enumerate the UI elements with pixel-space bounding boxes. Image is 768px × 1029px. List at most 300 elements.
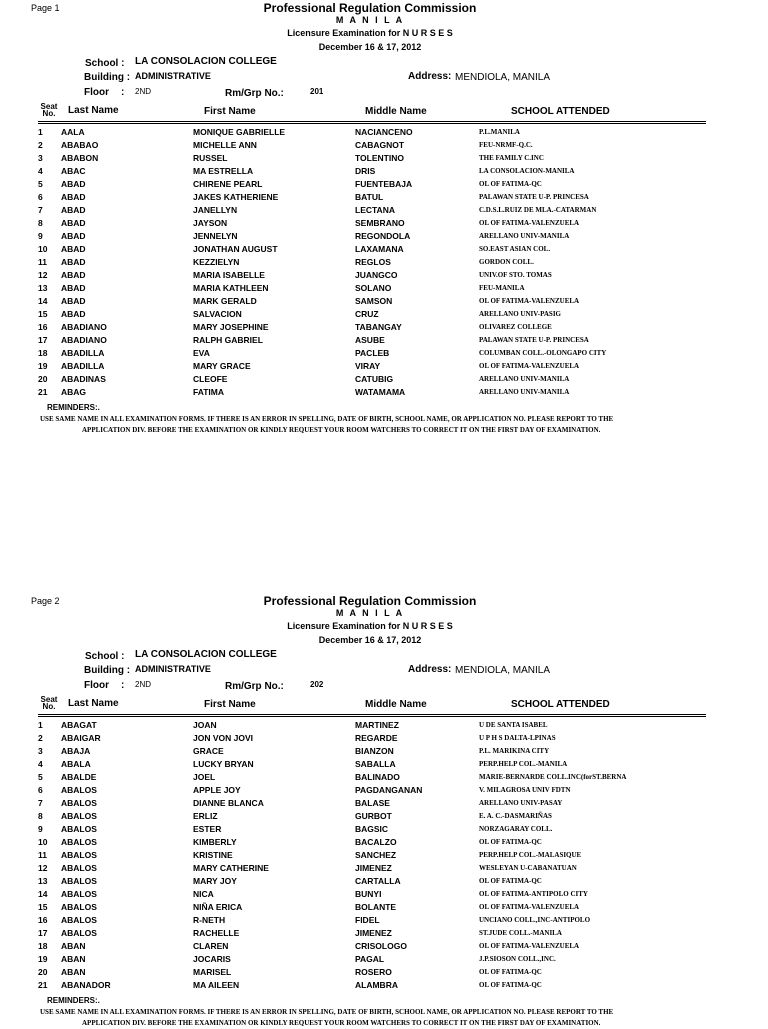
school-attended: OL OF FATIMA-VALENZUELA [479, 942, 580, 950]
table-row [0, 915, 768, 928]
middle-name: BIANZON [355, 746, 394, 756]
table-row [0, 348, 768, 361]
building-value: ADMINISTRATIVE [135, 664, 211, 674]
last-name: ABAD [61, 309, 86, 319]
seat-number: 9 [38, 824, 43, 834]
middle-name: PAGAL [355, 954, 385, 964]
seat-number: 14 [38, 889, 48, 899]
first-name: ESTER [193, 824, 222, 834]
first-name: JOAN [193, 720, 217, 730]
middle-name: SABALLA [355, 759, 396, 769]
header-rule-bottom [38, 123, 706, 124]
seat-header [38, 696, 60, 710]
col-first-name: First Name [204, 699, 256, 710]
last-name: ABALOS [61, 889, 97, 899]
last-name: ABALA [61, 759, 91, 769]
table-row [0, 928, 768, 941]
building-label: Building : [84, 665, 131, 676]
school-attended: COLUMBAN COLL.-OLONGAPO CITY [479, 349, 607, 357]
last-name: ABALOS [61, 928, 97, 938]
middle-name: CABAGNOT [355, 140, 405, 150]
school-attended: PALAWAN STATE U-P. PRINCESA [479, 193, 589, 201]
last-name: AALA [61, 127, 85, 137]
school-attended: SO.EAST ASIAN COL. [479, 245, 551, 253]
school-attended: PERP.HELP COL.-MALASIQUE [479, 851, 582, 859]
last-name: ABALOS [61, 863, 97, 873]
school-attended: FEU-NRMF-Q.C. [479, 141, 533, 149]
seat-number: 17 [38, 928, 48, 938]
seat-number: 15 [38, 902, 48, 912]
middle-name: SEMBRANO [355, 218, 405, 228]
header-rule-bottom [38, 716, 706, 717]
first-name: CLEOFE [193, 374, 228, 384]
seat-number: 18 [38, 348, 48, 358]
first-name: MARY GRACE [193, 361, 251, 371]
reminder-line-1: USE SAME NAME IN ALL EXAMINATION FORMS. IF THERE IS AN ERROR IN SPELLING, DATE OF BIRTH, SCHOOL NAME, OR APPLICATION NO. PLEASE REPORT TO THE [40, 415, 614, 423]
table-row [0, 850, 768, 863]
last-name: ABALOS [61, 876, 97, 886]
first-name: MARIA KATHLEEN [193, 283, 269, 293]
table-row [0, 244, 768, 257]
seat-number: 3 [38, 153, 43, 163]
middle-name: VIRAY [355, 361, 381, 371]
last-name: ABAJA [61, 746, 91, 756]
page-number: Page 2 [31, 596, 60, 606]
table-row [0, 309, 768, 322]
last-name: ABAD [61, 205, 86, 215]
school-attended: C.D.S.L.RUIZ DE MLA.-CATARMAN [479, 206, 597, 214]
last-name: ABADILLA [61, 348, 105, 358]
first-name: KEZZIELYN [193, 257, 240, 267]
seat-number: 8 [38, 811, 43, 821]
last-name: ABALOS [61, 915, 97, 925]
table-row [0, 772, 768, 785]
first-name: JAKES KATHERIENE [193, 192, 279, 202]
table-row [0, 785, 768, 798]
table-row [0, 205, 768, 218]
seat-header-line2: No. [42, 702, 56, 711]
header-rule-top [38, 121, 706, 122]
middle-name: CRUZ [355, 309, 379, 319]
middle-name: LECTANA [355, 205, 395, 215]
middle-name: BACALZO [355, 837, 397, 847]
school-attended: GORDON COLL. [479, 258, 534, 266]
school-attended: PALAWAN STATE U-P. PRINCESA [479, 336, 589, 344]
middle-name: ROSERO [355, 967, 392, 977]
seat-number: 12 [38, 863, 48, 873]
school-attended: ARELLANO UNIV-PASIG [479, 310, 561, 318]
seat-number: 4 [38, 759, 43, 769]
school-attended: OL OF FATIMA-QC [479, 877, 542, 885]
reminder-line-2: APPLICATION DIV. BEFORE THE EXAMINATION OR KINDLY REQUEST YOUR ROOM WATCHERS TO CORRECT IT ON THE FIRST DAY OF EXAMINATION. [82, 426, 601, 434]
seat-number: 4 [38, 166, 43, 176]
first-name: MARK GERALD [193, 296, 257, 306]
seat-number: 1 [38, 127, 43, 137]
first-name: MARY JOSEPHINE [193, 322, 269, 332]
first-name: JON VON JOVI [193, 733, 253, 743]
middle-name: SOLANO [355, 283, 392, 293]
middle-name: REGONDOLA [355, 231, 411, 241]
reminders-note [40, 414, 720, 436]
school-attended: OL OF FATIMA-QC [479, 968, 542, 976]
first-name: LUCKY BRYAN [193, 759, 254, 769]
city-title: M A N I L A [335, 15, 405, 25]
first-name: JENNELYN [193, 231, 238, 241]
seat-number: 5 [38, 772, 43, 782]
school-attended: OLIVAREZ COLLEGE [479, 323, 552, 331]
col-last-name: Last Name [68, 698, 119, 709]
middle-name: ALAMBRA [355, 980, 398, 990]
school-attended: V. MILAGROSA UNIV FDTN [479, 786, 571, 794]
school-attended: OL OF FATIMA-ANTIPOLO CITY [479, 890, 588, 898]
last-name: ABABON [61, 153, 99, 163]
middle-name: SAMSON [355, 296, 393, 306]
school-attended: ARELLANO UNIV-MANILA [479, 388, 570, 396]
first-name: SALVACION [193, 309, 242, 319]
middle-name: BALINADO [355, 772, 400, 782]
seat-number: 6 [38, 192, 43, 202]
seat-number: 19 [38, 361, 48, 371]
floor-label: Floor [84, 87, 109, 98]
middle-name: BAGSIC [355, 824, 389, 834]
table-row [0, 296, 768, 309]
first-name: RALPH GABRIEL [193, 335, 263, 345]
middle-name: CARTALLA [355, 876, 401, 886]
seat-number: 18 [38, 941, 48, 951]
table-row [0, 322, 768, 335]
reminder-line-2: APPLICATION DIV. BEFORE THE EXAMINATION OR KINDLY REQUEST YOUR ROOM WATCHERS TO CORRECT IT ON THE FIRST DAY OF EXAMINATION. [82, 1019, 601, 1027]
table-row [0, 902, 768, 915]
last-name: ABAN [61, 954, 86, 964]
exam-title: Licensure Examination for N U R S E S [287, 621, 453, 631]
reminders-label: REMINDERS:. [47, 403, 100, 412]
middle-name: PACLEB [355, 348, 390, 358]
floor-colon: : [121, 87, 125, 98]
reminders-note [40, 1007, 720, 1029]
table-row [0, 218, 768, 231]
last-name: ABAD [61, 296, 86, 306]
last-name: ABADILLA [61, 361, 105, 371]
table-row [0, 941, 768, 954]
seat-number: 21 [38, 980, 48, 990]
first-name: NICA [193, 889, 214, 899]
last-name: ABALOS [61, 798, 97, 808]
first-name: NIÑA ERICA [193, 902, 243, 912]
seat-number: 7 [38, 798, 43, 808]
building-label: Building : [84, 72, 131, 83]
middle-name: BOLANTE [355, 902, 397, 912]
col-middle-name: Middle Name [365, 106, 427, 117]
middle-name: BUNYI [355, 889, 382, 899]
col-middle-name: Middle Name [365, 699, 427, 710]
table-row [0, 798, 768, 811]
middle-name: CATUBIG [355, 374, 394, 384]
seat-number: 16 [38, 915, 48, 925]
school-attended: WESLEYAN U-CABANATUAN [479, 864, 577, 872]
col-first-name: First Name [204, 106, 256, 117]
table-row [0, 954, 768, 967]
last-name: ABALOS [61, 811, 97, 821]
first-name: MARY JOY [193, 876, 237, 886]
school-attended: J.P.SIOSON COLL.,INC. [479, 955, 556, 963]
floor-value: 2ND [135, 680, 152, 689]
school-label: School : [85, 58, 125, 69]
last-name: ABAD [61, 270, 86, 280]
school-attended: MARIE-BERNARDE COLL.INC(forST.BERNA [479, 773, 627, 781]
commission-title: Professional Regulation Commission [263, 1, 477, 15]
last-name: ABAN [61, 941, 86, 951]
seat-number: 3 [38, 746, 43, 756]
commission-title: Professional Regulation Commission [263, 594, 477, 608]
seat-number: 21 [38, 387, 48, 397]
school-attended: OL OF FATIMA-QC [479, 838, 542, 846]
school-attended: E. A. C.-DASMARIÑAS [479, 812, 552, 820]
last-name: ABAGAT [61, 720, 97, 730]
first-name: MICHELLE ANN [193, 140, 257, 150]
seat-header [38, 103, 60, 117]
table-row [0, 889, 768, 902]
middle-name: FIDEL [355, 915, 380, 925]
seat-header-line1: Seat [40, 102, 58, 111]
table-row [0, 257, 768, 270]
table-row [0, 720, 768, 733]
school-attended: NORZAGARAY COLL. [479, 825, 553, 833]
school-attended: THE FAMILY C.INC [479, 154, 544, 162]
school-attended: U DE SANTA ISABEL [479, 721, 548, 729]
seat-number: 20 [38, 967, 48, 977]
school-attended: UNIV.OF STO. TOMAS [479, 271, 552, 279]
school-attended: PERP.HELP COL.-MANILA [479, 760, 568, 768]
first-name: EVA [193, 348, 210, 358]
middle-name: MARTINEZ [355, 720, 399, 730]
col-last-name: Last Name [68, 105, 119, 116]
floor-colon: : [121, 680, 125, 691]
seat-number: 9 [38, 231, 43, 241]
first-name: KIMBERLY [193, 837, 237, 847]
table-row [0, 876, 768, 889]
middle-name: BATUL [355, 192, 384, 202]
address-label: Address: [408, 664, 452, 675]
first-name: JOEL [193, 772, 216, 782]
table-row [0, 746, 768, 759]
school-attended: OL OF FATIMA-VALENZUELA [479, 219, 580, 227]
school-attended: OL OF FATIMA-VALENZUELA [479, 903, 580, 911]
table-row [0, 837, 768, 850]
seat-number: 1 [38, 720, 43, 730]
first-name: MARY CATHERINE [193, 863, 269, 873]
seat-number: 13 [38, 283, 48, 293]
exam-title: Licensure Examination for N U R S E S [287, 28, 453, 38]
first-name: FATIMA [193, 387, 225, 397]
school-attended: LA CONSOLACION-MANILA [479, 167, 575, 175]
seat-number: 6 [38, 785, 43, 795]
middle-name: FUENTEBAJA [355, 179, 413, 189]
first-name: KRISTINE [193, 850, 233, 860]
last-name: ABALDE [61, 772, 97, 782]
last-name: ABADIANO [61, 322, 107, 332]
last-name: ABAD [61, 257, 86, 267]
table-row [0, 153, 768, 166]
first-name: MA AILEEN [193, 980, 240, 990]
last-name: ABAD [61, 231, 86, 241]
seat-number: 5 [38, 179, 43, 189]
table-row [0, 374, 768, 387]
school-attended: OL OF FATIMA-QC [479, 981, 542, 989]
table-row [0, 283, 768, 296]
seat-header-line1: Seat [40, 695, 58, 704]
school-value: LA CONSOLACION COLLEGE [135, 56, 277, 67]
table-row [0, 335, 768, 348]
first-name: JAYSON [193, 218, 228, 228]
floor-label: Floor [84, 680, 109, 691]
room-value: 202 [310, 680, 324, 689]
last-name: ABAD [61, 192, 86, 202]
reminder-line-1: USE SAME NAME IN ALL EXAMINATION FORMS. IF THERE IS AN ERROR IN SPELLING, DATE OF BIRTH, SCHOOL NAME, OR APPLICATION NO. PLEASE REPORT TO THE [40, 1008, 614, 1016]
seat-number: 12 [38, 270, 48, 280]
middle-name: JIMENEZ [355, 863, 392, 873]
last-name: ABAD [61, 218, 86, 228]
first-name: RUSSEL [193, 153, 228, 163]
first-name: MARISEL [193, 967, 232, 977]
seat-number: 10 [38, 837, 48, 847]
city-title: M A N I L A [335, 608, 405, 618]
last-name: ABAG [61, 387, 87, 397]
last-name: ABAIGAR [61, 733, 101, 743]
school-label: School : [85, 651, 125, 662]
first-name: GRACE [193, 746, 224, 756]
school-attended: UNCIANO COLL.,INC-ANTIPOLO [479, 916, 591, 924]
last-name: ABALOS [61, 824, 97, 834]
table-row [0, 759, 768, 772]
seat-number: 11 [38, 850, 47, 860]
page-number: Page 1 [31, 3, 60, 13]
address-label: Address: [408, 71, 452, 82]
first-name: APPLE JOY [193, 785, 241, 795]
address-value: MENDIOLA, MANILA [455, 665, 551, 676]
table-row [0, 387, 768, 400]
seat-number: 10 [38, 244, 48, 254]
middle-name: TOLENTINO [355, 153, 404, 163]
middle-name: REGLOS [355, 257, 391, 267]
last-name: ABALOS [61, 850, 97, 860]
seat-header-line2: No. [42, 109, 56, 118]
table-row [0, 140, 768, 153]
school-attended: U P H S DALTA-LPINAS [479, 734, 556, 742]
school-attended: ARELLANO UNIV-PASAY [479, 799, 563, 807]
seat-number: 13 [38, 876, 48, 886]
school-attended: OL OF FATIMA-VALENZUELA [479, 362, 580, 370]
table-row [0, 863, 768, 876]
middle-name: NACIANCENO [355, 127, 413, 137]
school-attended: OL OF FATIMA-QC [479, 180, 542, 188]
seat-number: 17 [38, 335, 48, 345]
table-row [0, 733, 768, 746]
table-row [0, 824, 768, 837]
room-value: 201 [310, 87, 324, 96]
school-attended: P.L. MARIKINA CITY [479, 747, 550, 755]
school-attended: ST.JUDE COLL.-MANILA [479, 929, 562, 937]
reminders-label: REMINDERS:. [47, 996, 100, 1005]
header-rule-top [38, 714, 706, 715]
address-value: MENDIOLA, MANILA [455, 72, 551, 83]
seat-number: 8 [38, 218, 43, 228]
first-name: JANELLYN [193, 205, 238, 215]
first-name: MARIA ISABELLE [193, 270, 265, 280]
first-name: CLAREN [193, 941, 229, 951]
middle-name: JUANGCO [355, 270, 398, 280]
last-name: ABAD [61, 283, 86, 293]
school-attended: P.L.MANILA [479, 128, 520, 136]
last-name: ABAD [61, 179, 86, 189]
school-attended: ARELLANO UNIV-MANILA [479, 232, 570, 240]
last-name: ABADINAS [61, 374, 106, 384]
middle-name: GURBOT [355, 811, 392, 821]
seat-number: 16 [38, 322, 48, 332]
last-name: ABANADOR [61, 980, 111, 990]
last-name: ABALOS [61, 837, 97, 847]
seat-number: 11 [38, 257, 47, 267]
room-label: Rm/Grp No.: [225, 88, 284, 99]
table-row [0, 192, 768, 205]
school-value: LA CONSOLACION COLLEGE [135, 649, 277, 660]
middle-name: WATAMAMA [355, 387, 406, 397]
building-value: ADMINISTRATIVE [135, 71, 211, 81]
col-school-attended: SCHOOL ATTENDED [511, 106, 610, 117]
seat-number: 19 [38, 954, 48, 964]
middle-name: REGARDE [355, 733, 398, 743]
table-row [0, 980, 768, 993]
school-attended: OL OF FATIMA-VALENZUELA [479, 297, 580, 305]
exam-dates: December 16 & 17, 2012 [318, 635, 422, 645]
middle-name: PAGDANGANAN [355, 785, 423, 795]
first-name: MA ESTRELLA [193, 166, 254, 176]
room-label: Rm/Grp No.: [225, 681, 284, 692]
seat-number: 20 [38, 374, 48, 384]
middle-name: BALASE [355, 798, 390, 808]
middle-name: SANCHEZ [355, 850, 397, 860]
table-row [0, 361, 768, 374]
middle-name: CRISOLOGO [355, 941, 407, 951]
seat-number: 15 [38, 309, 48, 319]
seat-number: 14 [38, 296, 48, 306]
last-name: ABAD [61, 244, 86, 254]
table-row [0, 967, 768, 980]
last-name: ABABAO [61, 140, 99, 150]
first-name: ERLIZ [193, 811, 218, 821]
school-attended: ARELLANO UNIV-MANILA [479, 375, 570, 383]
floor-value: 2ND [135, 87, 152, 96]
school-attended: FEU-MANILA [479, 284, 525, 292]
middle-name: LAXAMANA [355, 244, 404, 254]
first-name: JONATHAN AUGUST [193, 244, 278, 254]
last-name: ABADIANO [61, 335, 107, 345]
table-row [0, 811, 768, 824]
first-name: CHIRENE PEARL [193, 179, 263, 189]
last-name: ABALOS [61, 902, 97, 912]
seat-number: 2 [38, 140, 43, 150]
first-name: JOCARIS [193, 954, 231, 964]
table-row [0, 231, 768, 244]
first-name: DIANNE BLANCA [193, 798, 264, 808]
exam-dates: December 16 & 17, 2012 [318, 42, 422, 52]
last-name: ABAC [61, 166, 86, 176]
table-row [0, 127, 768, 140]
table-row [0, 166, 768, 179]
last-name: ABALOS [61, 785, 97, 795]
col-school-attended: SCHOOL ATTENDED [511, 699, 610, 710]
first-name: MONIQUE GABRIELLE [193, 127, 286, 137]
table-row [0, 179, 768, 192]
